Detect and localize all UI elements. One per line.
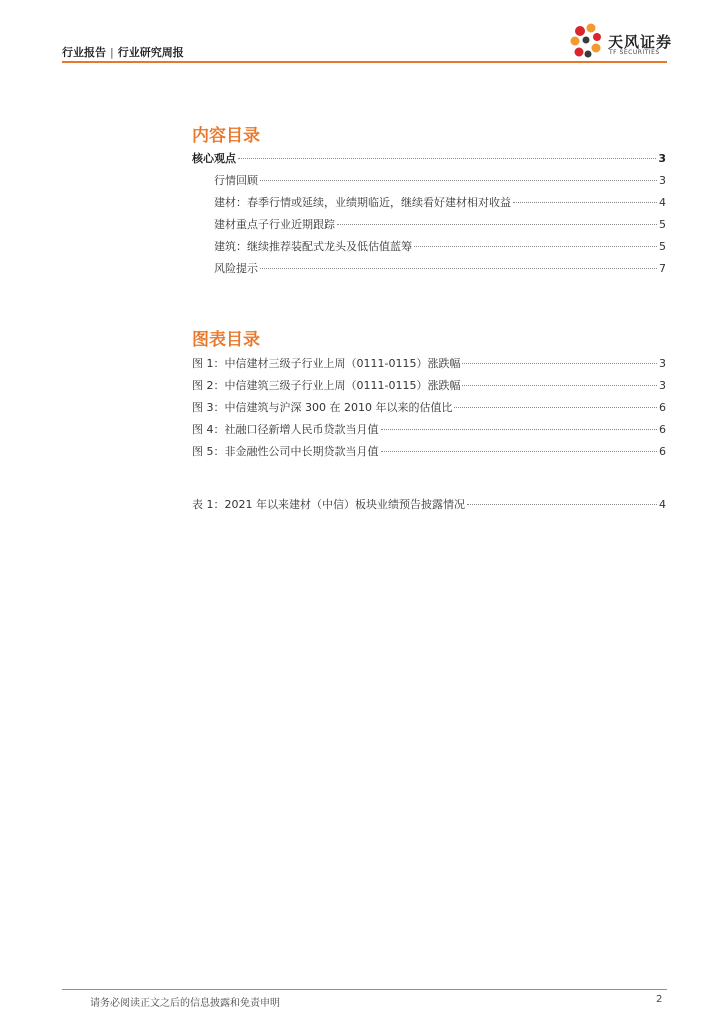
table-item-page: 4 <box>659 498 666 511</box>
figure-item[interactable] <box>192 355 666 371</box>
figure-item-page: 6 <box>659 401 666 414</box>
header-rule <box>62 61 667 63</box>
figure-item-page: 6 <box>659 445 666 458</box>
header-separator: | <box>110 46 114 59</box>
page-header <box>62 44 184 60</box>
toc-item-page: 3 <box>659 174 666 187</box>
toc-title: 内容目录 <box>192 126 260 146</box>
header-report-type: 行业报告 <box>62 46 106 59</box>
figure-item-label: 图 2：中信建筑三级子行业上周（0111-0115）涨跌幅 <box>192 379 461 392</box>
figure-item-page: 6 <box>659 423 666 436</box>
toc-item-label: 风险提示 <box>214 262 258 275</box>
toc-leader-dots <box>381 451 658 452</box>
table-item[interactable] <box>192 496 666 512</box>
toc-item-label: 建材：春季行情或延续，业绩期临近，继续看好建材相对收益 <box>214 196 511 209</box>
toc-leader-dots <box>337 224 657 225</box>
toc-leader-dots <box>513 202 657 203</box>
figure-item-label: 图 1：中信建材三级子行业上周（0111-0115）涨跌幅 <box>192 357 461 370</box>
toc-item[interactable] <box>192 150 666 166</box>
toc-leader-dots <box>454 407 657 408</box>
header-report-subtype: 行业研究周报 <box>117 46 184 59</box>
toc-leader-dots <box>260 268 657 269</box>
toc-item[interactable] <box>214 238 666 254</box>
toc-item-page: 5 <box>659 240 666 253</box>
figure-item-label: 图 4：社融口径新增人民币贷款当月值 <box>192 423 379 436</box>
figures-title: 图表目录 <box>192 330 260 350</box>
figure-item-page: 3 <box>659 357 666 370</box>
figure-item[interactable] <box>192 377 666 393</box>
toc-item[interactable] <box>214 172 666 188</box>
figure-item[interactable] <box>192 421 666 437</box>
toc-item-page: 3 <box>658 152 666 165</box>
toc-leader-dots <box>381 429 658 430</box>
table-item-label: 表 1：2021 年以来建材（中信）板块业绩预告披露情况 <box>192 498 465 511</box>
figure-item[interactable] <box>192 443 666 459</box>
footer-disclaimer: 请务必阅读正文之后的信息披露和免责申明 <box>90 998 280 1009</box>
logo-company-subtitle: TF SECURITIES <box>609 49 660 56</box>
toc-leader-dots <box>260 180 657 181</box>
flower-logo-icon <box>569 22 605 60</box>
figure-item[interactable] <box>192 399 666 415</box>
company-logo <box>569 22 673 60</box>
figure-item-page: 3 <box>659 379 666 392</box>
toc-leader-dots <box>414 246 657 247</box>
toc-leader-dots <box>462 363 657 364</box>
figure-item-label: 图 3：中信建筑与沪深 300 在 2010 年以来的估值比 <box>192 401 453 414</box>
toc-item-label: 建筑：继续推荐装配式龙头及低估值蓝筹 <box>214 240 412 253</box>
toc-leader-dots <box>467 504 657 505</box>
logo-company-name: 天风证券 <box>608 33 673 51</box>
toc-item-label: 建材重点子行业近期跟踪 <box>214 218 335 231</box>
toc-leader-dots <box>238 158 656 159</box>
footer-rule <box>62 989 667 990</box>
toc-item[interactable] <box>214 260 666 276</box>
toc-item-label: 核心观点 <box>192 152 236 165</box>
toc-item-page: 4 <box>659 196 666 209</box>
toc-item-label: 行情回顾 <box>214 174 258 187</box>
toc-item-page: 7 <box>659 262 666 275</box>
toc-item[interactable] <box>214 194 666 210</box>
toc-item-page: 5 <box>659 218 666 231</box>
figure-item-label: 图 5：非金融性公司中长期贷款当月值 <box>192 445 379 458</box>
page-number: 2 <box>656 994 663 1005</box>
toc-item[interactable] <box>214 216 666 232</box>
toc-leader-dots <box>462 385 657 386</box>
